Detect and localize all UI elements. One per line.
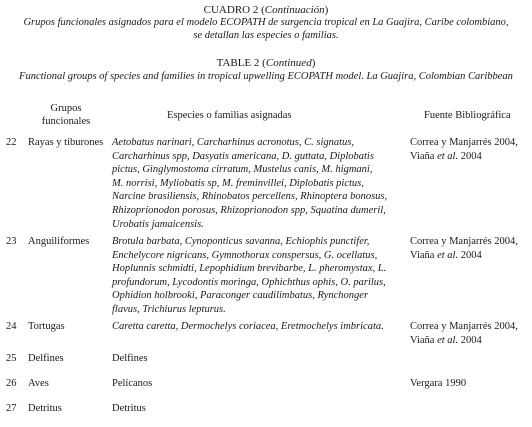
row-group: Aves <box>28 378 49 389</box>
cuadro-caption-line-1: Grupos funcionales asignados para el modelo ECOPATH de surgencia tropical en La Guajira, Caribe colombiano, <box>23 17 509 28</box>
source-author: Viaña <box>410 334 438 346</box>
row-source: Vergara 1990 <box>410 378 467 389</box>
row-group: Tortugas <box>28 321 65 332</box>
row-source <box>410 136 532 163</box>
species-line: profundorum, Lycodontis moringa, Ophichthus ophis, O. parilus, <box>112 276 386 288</box>
column-header-group-line-2: funcionales <box>41 116 91 127</box>
cuadro-caption-line-2: se detallan las especies o familias. <box>193 30 339 41</box>
table-title-plain: TABLE 2 ( <box>216 57 266 69</box>
row-source <box>410 235 532 262</box>
row-number: 23 <box>6 236 17 247</box>
species-line: Hoplunnis schmidti, Lepophidium brevibarbe, L. pheromystax, L. <box>112 263 387 275</box>
row-group: Detritus <box>28 403 62 414</box>
source-et-al: et al. <box>437 249 459 261</box>
species-line: Aetobatus narinari, Carcharhinus acronotus, C. signatus, <box>112 137 355 148</box>
row-species <box>112 136 404 231</box>
row-number: 25 <box>6 353 17 364</box>
source-author: Viaña <box>410 150 438 162</box>
row-number: 26 <box>6 378 17 389</box>
species-line: Enchelycore nigricans, Gymnothorax conspersus, G. ocellatus, <box>112 249 378 261</box>
source-line-2 <box>410 334 532 348</box>
column-header-species: Especies o familias asignadas <box>167 110 292 121</box>
row-number: 22 <box>6 137 17 148</box>
species-line: Urobatis jamaicensis. <box>112 218 204 230</box>
row-group: Rayas y tiburones <box>28 137 104 148</box>
row-number: 27 <box>6 403 17 414</box>
row-species: Detritus <box>112 403 146 414</box>
row-group: Anguiliformes <box>28 236 90 247</box>
species-line: flavus, Trichiurus lepturus. <box>112 303 226 315</box>
cuadro-title-plain: CUADRO 2 ( <box>203 4 265 16</box>
table-title <box>0 57 532 69</box>
row-species: Pelícanos <box>112 378 153 389</box>
cuadro-title-close: ) <box>324 4 329 16</box>
cuadro-title <box>0 4 532 16</box>
source-et-al: et al. <box>437 150 459 162</box>
row-source <box>410 320 532 347</box>
source-line-1: Correa y Manjarrés 2004, <box>410 236 518 247</box>
row-number: 24 <box>6 321 17 332</box>
source-line-2 <box>410 249 532 263</box>
source-year: 2004 <box>458 249 482 261</box>
cuadro-title-italic: Continuación <box>264 4 325 16</box>
table-title-italic: Continued <box>265 57 312 69</box>
source-year: 2004 <box>458 334 482 346</box>
column-header-group <box>38 102 94 128</box>
source-author: Viaña <box>410 249 438 261</box>
source-line-2 <box>410 150 532 164</box>
source-line-1: Correa y Manjarrés 2004, <box>410 321 518 332</box>
species-line: Narcine brasiliensis, Rhinobatos percellens, Rhinoptera bonosus, <box>112 191 388 203</box>
source-year: 2004 <box>458 150 482 162</box>
row-group: Delfines <box>28 353 64 364</box>
species-line: Carcharhinus spp, Dasyatis americana, D. guttata, Diplobatis <box>112 150 374 162</box>
species-line: Ophidion holbrooki, Paraconger caudilimbatus, Rynchonger <box>112 290 369 302</box>
species-line: Brotula barbata, Cynoponticus savanna, Echiophis punctifer, <box>112 236 370 247</box>
column-header-group-line-1: Grupos <box>50 103 82 114</box>
table-caption: Functional groups of species and families in tropical upwelling ECOPATH model. La Guajira, Colombian Caribbean <box>19 71 513 82</box>
source-et-al: et al. <box>437 334 459 346</box>
row-species <box>112 235 404 317</box>
species-line: Caretta caretta, Dermochelys coriacea, Eretmochelys imbricata. <box>112 321 384 332</box>
source-line-1: Correa y Manjarrés 2004, <box>410 137 518 148</box>
row-species: Delfines <box>112 353 148 364</box>
species-line: Rhizoprionodon porosus, Rhizoprionodon spp, Squatina dumeril, <box>112 204 386 216</box>
species-line: M. norrisi, Myliobatis sp, M. freminvillei, Diplobatis pictus, <box>112 177 364 189</box>
row-species <box>112 320 404 334</box>
table-title-close: ) <box>311 57 316 69</box>
column-header-source: Fuente Bibliográfica <box>424 110 511 121</box>
species-line: pictus, Ginglymostoma cirratum, Mustelus canis, M. higmani, <box>112 164 373 176</box>
